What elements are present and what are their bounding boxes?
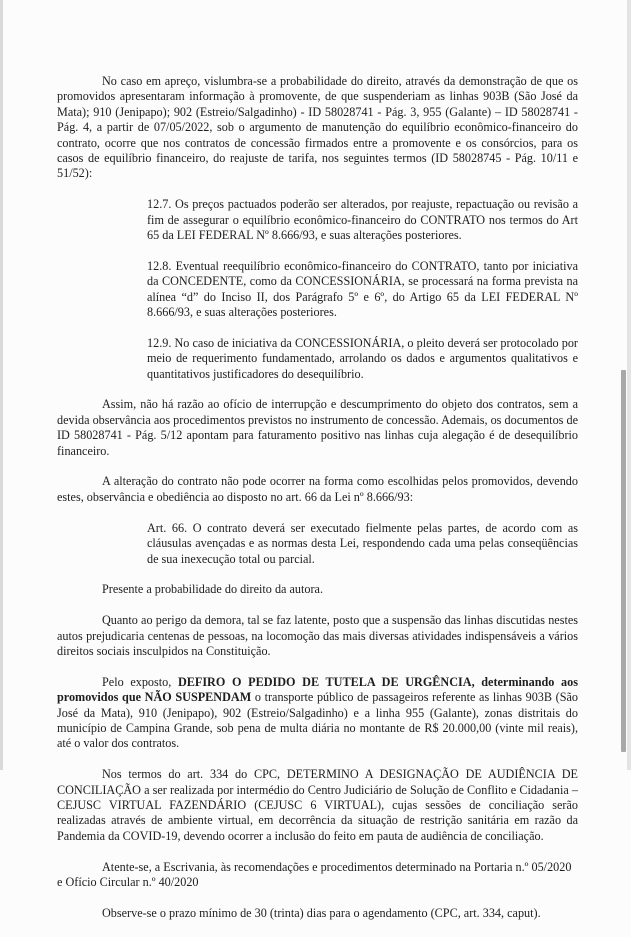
clause-12-8: 12.8. Eventual reequilíbrio econômico-financeiro do CONTRATO, tanto por iniciativa da CONCEDENTE, como da CONCESSIONÁRIA, se processará na forma prevista na alínea “d” do Inciso II, dos Parágrafo 5º e 6º, do Artigo 65 da LEI FEDERAL Nº 8.666/93, e suas alterações posteriores. bbox=[147, 258, 578, 320]
paragraph-audiencia-conciliacao: Nos termos do art. 334 do CPC, DETERMINO A DESIGNAÇÃO DE AUDIÊNCIA DE CONCILIAÇÃO a ser realizada por intermédio do Centro Judiciário de Solução de Conflito e Cidadania – CEJUSC VIRTUAL FAZENDÁRIO (CEJUSC 6 VIRTUAL), cujas sessões de conciliação serão realizadas através de ambiente virtual, em decorrência da situação de restrição sanitária em razão da Pandemia da COVID-19, devendo ocorrer a inclusão do feito em pauta de audiência de conciliação. bbox=[57, 767, 578, 843]
document-page bbox=[57, 74, 578, 937]
paragraph-prazo-minimo: Observe-se o prazo mínimo de 30 (trinta) dias para o agendamento (CPC, art. 334, caput). bbox=[102, 905, 541, 920]
decision-rest: o transporte público de passageiros referente as linhas 903B (São José da Mata), 910 (Jenipapo), 902 (Estreio/Salgadinho) e a linha 955 (Galante), zonas distritais do município de Campina Grande, sob pena de multa diária no montante de R$ 20.000,00 (vinte mil reais), até o valor dos contratos. bbox=[57, 690, 578, 751]
vertical-scrollbar-track[interactable] bbox=[627, 0, 631, 770]
article-66: Art. 66. O contrato deverá ser executado fielmente pelas partes, de acordo com as cláusulas avençadas e as normas desta Lei, respondendo cada uma pelas conseqüências de sua inexecução total ou parcial. bbox=[147, 520, 578, 566]
paragraph-presente-probabilidade: Presente a probabilidade do direito da autora. bbox=[102, 582, 323, 597]
clause-12-9: 12.9. No caso de iniciativa da CONCESSIONÁRIA, o pleito deverá ser protocolado por meio de requerimento fundamentado, arrolando os dados e argumentos qualitativos e quantitativos justificadores do desequilíbrio. bbox=[147, 335, 578, 381]
decision-lead: Pelo exposto, bbox=[102, 674, 178, 689]
decision-bold-order: DEFIRO O PEDIDO DE TUTELA DE URGÊNCIA, determinando aos promovidos que NÃO SUSPENDAM bbox=[57, 674, 578, 705]
contract-clauses-quote bbox=[147, 197, 578, 382]
paragraph-probabilidade-direito: No caso em apreço, vislumbra-se a probabilidade do direito, através da demonstração de que os promovidos apresentaram informação à promovente, de que suspenderiam as linhas 903B (São José da Mata); 910 (Jenipapo); 902 (Estreio/Salgadinho) - ID 58028741 - Pág. 3, 955 (Galante) – ID 58028741 - Pág. 4, a partir de 07/05/2022, sob o argumento de manutenção do equilíbrio econômico-financeiro do contrato, ocorre que nos contratos de concessão firmados entre a promovente e os consórcios, para os casos de equilíbrio financeiro, do reajuste de tarifa, nos seguintes termos (ID 58028745 - Pág. 10/11 e 51/52): bbox=[57, 74, 578, 181]
window-left-border bbox=[0, 0, 3, 770]
vertical-scrollbar-thumb[interactable] bbox=[621, 370, 626, 752]
paragraph-assim: Assim, não há razão ao ofício de interrupção e descumprimento do objeto dos contratos, sem a devida observância aos procedimentos previstos no instrumento de concessão. Ademais, os documentos de ID 58028741 - Pág. 5/12 apontam para faturamento positivo nas linhas cuja alegação é de desequilíbrio financeiro. bbox=[57, 397, 578, 458]
clause-12-7: 12.7. Os preços pactuados poderão ser alterados, por reajuste, repactuação ou revisão a fim de assegurar o equilíbrio econômico-financeiro do CONTRATO nos termos do Art 65 da LEI FEDERAL Nº 8.666/93, e suas alterações posteriores. bbox=[147, 197, 578, 243]
paragraph-perigo-demora: Quanto ao perigo da demora, tal se faz latente, posto que a suspensão das linhas discutidas nestes autos prejudicaria centenas de pessoas, na locomoção das mais diversas atividades indispensáveis a vários direitos sociais insculpidos na Constituição. bbox=[57, 613, 578, 658]
paragraph-escrivania: Atente-se, a Escrivania, às recomendações e procedimentos determinado na Portaria n.º 05/2020 e Ofício Circular n.º 40/2020 bbox=[57, 859, 572, 889]
law-article-66-quote bbox=[147, 521, 578, 567]
paragraph-decisao-tutela bbox=[57, 675, 578, 752]
paragraph-alteracao-contrato: A alteração do contrato não pode ocorrer na forma como escolhidas pelos promovidos, devendo estes, observância e obediência ao disposto no art. 66 da Lei nº 8.666/93: bbox=[57, 474, 578, 504]
